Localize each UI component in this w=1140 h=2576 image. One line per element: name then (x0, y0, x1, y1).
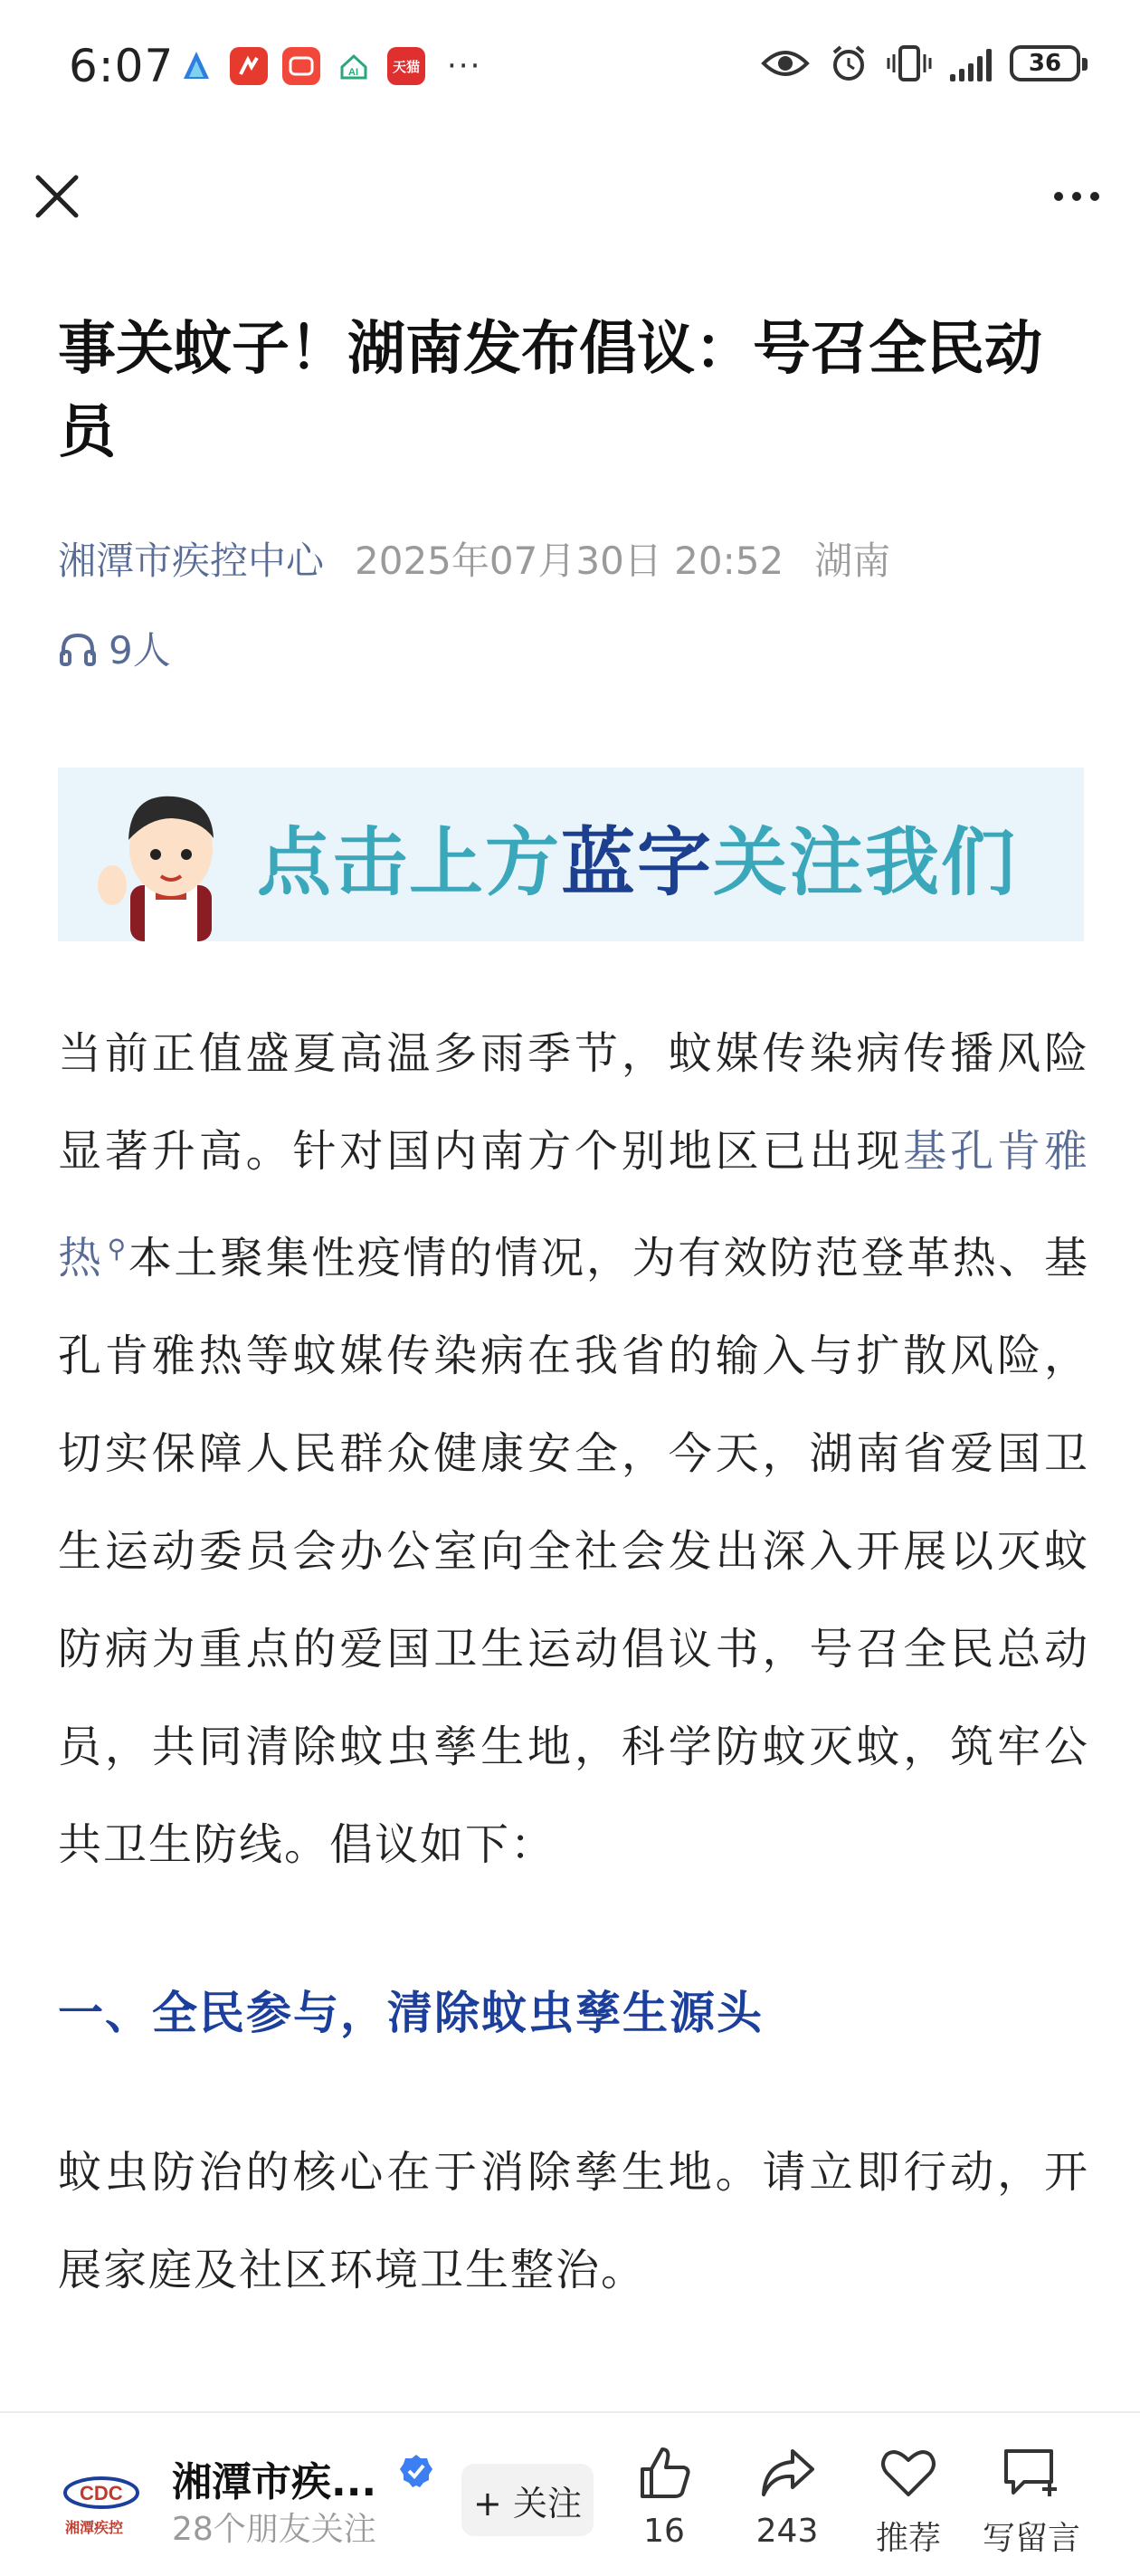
more-menu-button[interactable] (1040, 165, 1113, 228)
home-app-icon (335, 47, 373, 85)
author-link[interactable]: 湘潭市疾控中心 (58, 539, 325, 583)
search-icon[interactable]: ⚲ (107, 1234, 128, 1264)
article-title: 事关蚊子！湖南发布倡议：号召全民动员 (58, 316, 1042, 466)
close-button[interactable] (25, 165, 89, 228)
more-notifications-icon: ··· (447, 48, 482, 84)
alarm-icon (829, 43, 869, 83)
banner-text-part1: 点击上方 (257, 820, 562, 906)
headphones-icon (58, 630, 98, 666)
notification-icons (177, 47, 481, 85)
section-heading: 一、全民参与，清除蚊虫孳生源头 (58, 1987, 764, 2039)
comment-button[interactable] (977, 2446, 1086, 2559)
follow-us-banner[interactable] (58, 768, 1084, 941)
listen-count-text: 9人 (109, 628, 171, 673)
status-time: 6:07 (69, 40, 175, 92)
share-icon (758, 2446, 816, 2500)
battery-indicator: 36 (1010, 45, 1080, 81)
article-nav-bar (0, 145, 1140, 244)
listen-count[interactable] (58, 621, 171, 675)
maps-app-icon (177, 47, 215, 85)
article-paragraph (58, 1005, 1089, 1894)
thumbs-up-icon (635, 2446, 693, 2500)
paragraph-text: 本土聚集性疫情的情况，为有效防范登革热、基孔肯雅热等蚊媒传染病在我省的输入与扩散风险，切实保障人民群众健康安全，今天，湖南省爱国卫生运动委员会办公室向全社会发出深入开展以灭蚊防病为重点的爱国卫生运动倡议书，号召全民总动员，共同清除蚊虫孳生地，科学防蚊灭蚊，筑牢公共卫生防线。倡议如下： (58, 1233, 1089, 1870)
recommend-label: 推荐 (875, 2520, 941, 2557)
vibrate-icon (887, 43, 932, 83)
more-dot-icon (1054, 192, 1063, 201)
tmall-app-icon: 天猫 (387, 47, 425, 85)
share-button[interactable] (733, 2446, 841, 2550)
red-app-icon (230, 47, 268, 85)
message-app-icon (282, 47, 320, 85)
verified-badge-icon (398, 2453, 434, 2489)
banner-text-part2: 蓝字 (561, 820, 714, 906)
publish-location: 湖南 (814, 539, 891, 583)
follow-button[interactable]: + 关注 (461, 2464, 594, 2536)
logo-text: 湘潭疾控 (65, 2521, 124, 2536)
more-dot-icon (1090, 192, 1099, 201)
like-count: 16 (643, 2513, 685, 2550)
more-dot-icon (1072, 192, 1081, 201)
article-paragraph: 蚊虫防治的核心在于消除孳生地。请立即行动，开展家庭及社区环境卫生整治。 (58, 2147, 1089, 2295)
paragraph-text: 当前正值盛夏高温多雨季节，蚊媒传染病传播风险显著升高。针对国内南方个别地区已出现 (58, 1028, 1089, 1177)
publish-date: 2025年07月30日 20:52 (355, 539, 784, 583)
comment-label: 写留言 (982, 2520, 1080, 2557)
comment-icon (1001, 2446, 1062, 2500)
banner-text-part3: 关注我们 (713, 820, 1018, 906)
svg-text:AI: AI (348, 67, 358, 78)
account-name[interactable]: 湘潭市疾... (172, 2459, 377, 2505)
banner-text (257, 804, 1017, 910)
cdc-logo-icon (60, 2469, 143, 2542)
system-icons (760, 43, 1080, 83)
close-icon (25, 165, 89, 228)
cartoon-doctor-avatar (85, 777, 248, 941)
share-count: 243 (755, 2513, 819, 2550)
account-logo[interactable] (60, 2469, 143, 2542)
status-bar (0, 0, 1140, 145)
keyword-search-link[interactable]: 基孔肯雅热 (58, 1126, 1089, 1283)
heart-icon (879, 2446, 937, 2500)
friends-following: 28个朋友关注 (172, 2511, 376, 2548)
article-meta (58, 534, 1089, 588)
eye-icon (760, 45, 811, 81)
bottom-action-bar (0, 2411, 1140, 2576)
svg-text:CDC: CDC (80, 2482, 123, 2504)
recommend-button[interactable] (854, 2446, 963, 2559)
like-button[interactable] (610, 2446, 718, 2550)
signal-icon (950, 45, 992, 81)
